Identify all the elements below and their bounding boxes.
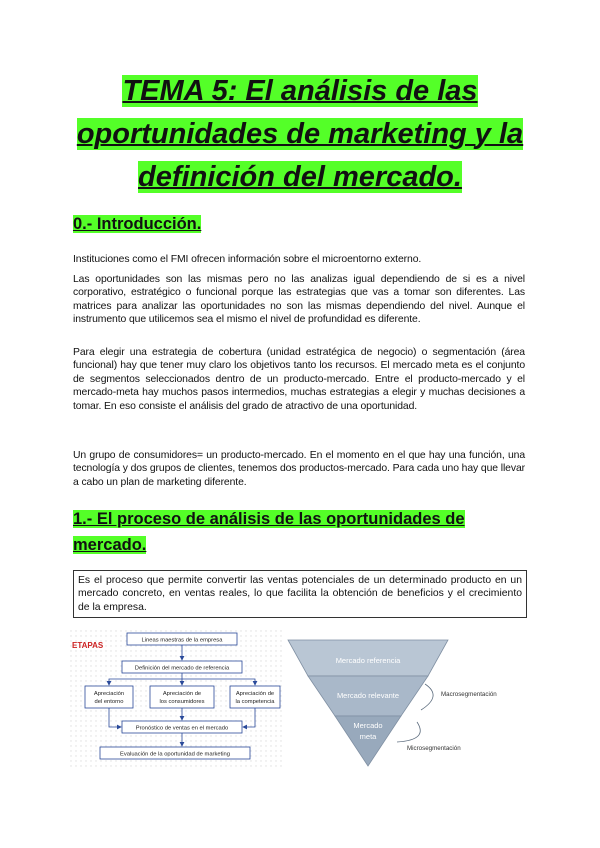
flow-text: Lineas maestras de la empresa — [141, 637, 223, 644]
funnel-text: Mercado referencia — [335, 656, 401, 665]
funnel-text: Mercado — [353, 721, 383, 730]
market-funnel-diagram — [285, 636, 530, 776]
funnel-text: meta — [359, 732, 377, 741]
definition-box: Es el proceso que permite convertir las ventas potenciales de un determinado producto en un mercado concreto, en ventas reales, lo que facilita la obtención de beneficios y el crecimiento de la empresa. — [73, 570, 527, 618]
paragraph: Instituciones como el FMI ofrecen información sobre el microentorno externo. — [73, 254, 422, 265]
section-heading-proceso: 1.- El proceso de análisis de las oportunidades de mercado. — [73, 510, 465, 554]
flow-text: Evaluación de la oportunidad de marketing — [120, 751, 230, 758]
paragraph: Un grupo de consumidores= un producto-mercado. En el momento en el que hay una función, una tecnología y dos grupos de clientes, tenemos dos productos-mercado. Para cada uno hay que llevar a cabo un plan de marketing diferente. — [73, 450, 525, 488]
paragraph: Las oportunidades son las mismas pero no las analizas igual dependiendo de si es a nivel corporativo, estratégico o funcional porque las estrategias que vas a tomar son diferentes. Las matrices para analizar las oportunidades no son las mismas dependiendo del nivel. Aunque el instrumento que utilicemos sea el mismo el nivel de profundidad es diferente. — [73, 274, 525, 326]
funnel-text: Mercado relevante — [336, 691, 400, 700]
section-heading-introduccion: 0.- Introducción. — [73, 215, 202, 233]
etapas-flowchart — [70, 630, 285, 770]
flow-text: Pronóstico de ventas en el mercado — [135, 725, 229, 732]
flow-text: del entorno — [94, 699, 124, 705]
flow-text: los consumidores — [159, 699, 205, 705]
paragraph: Para elegir una estrategia de cobertura (unidad estratégica de negocio) o segmentación (área funcional) hay que tener muy claro los objetivos tanto los recursos. El mercado meta es el conjunto de segmentos seleccionados dentro de un producto-mercado. Entre el producto-mercado y el mercado-meta hay muchos pasos intermedios, muchas estrategias a elegir y muchas decisiones a tomar. En eso consiste el análisis del grado de atractivo de una oportunidad. — [73, 347, 525, 412]
flow-text: Apreciación — [93, 691, 125, 697]
flow-text: Definición del mercado de referencia — [134, 665, 230, 672]
flow-text: la competencia — [235, 699, 275, 705]
flow-text: Apreciación de — [162, 691, 202, 697]
flow-text: Apreciación de — [235, 691, 275, 697]
etapas-label: ETAPAS — [72, 641, 104, 650]
page-title: TEMA 5: El análisis de las oportunidades de marketing y la definición del mercado. — [76, 75, 524, 193]
funnel-macro-label: Macrosegmentación — [441, 691, 497, 698]
funnel-micro-label: Microsegmentación — [407, 745, 461, 752]
